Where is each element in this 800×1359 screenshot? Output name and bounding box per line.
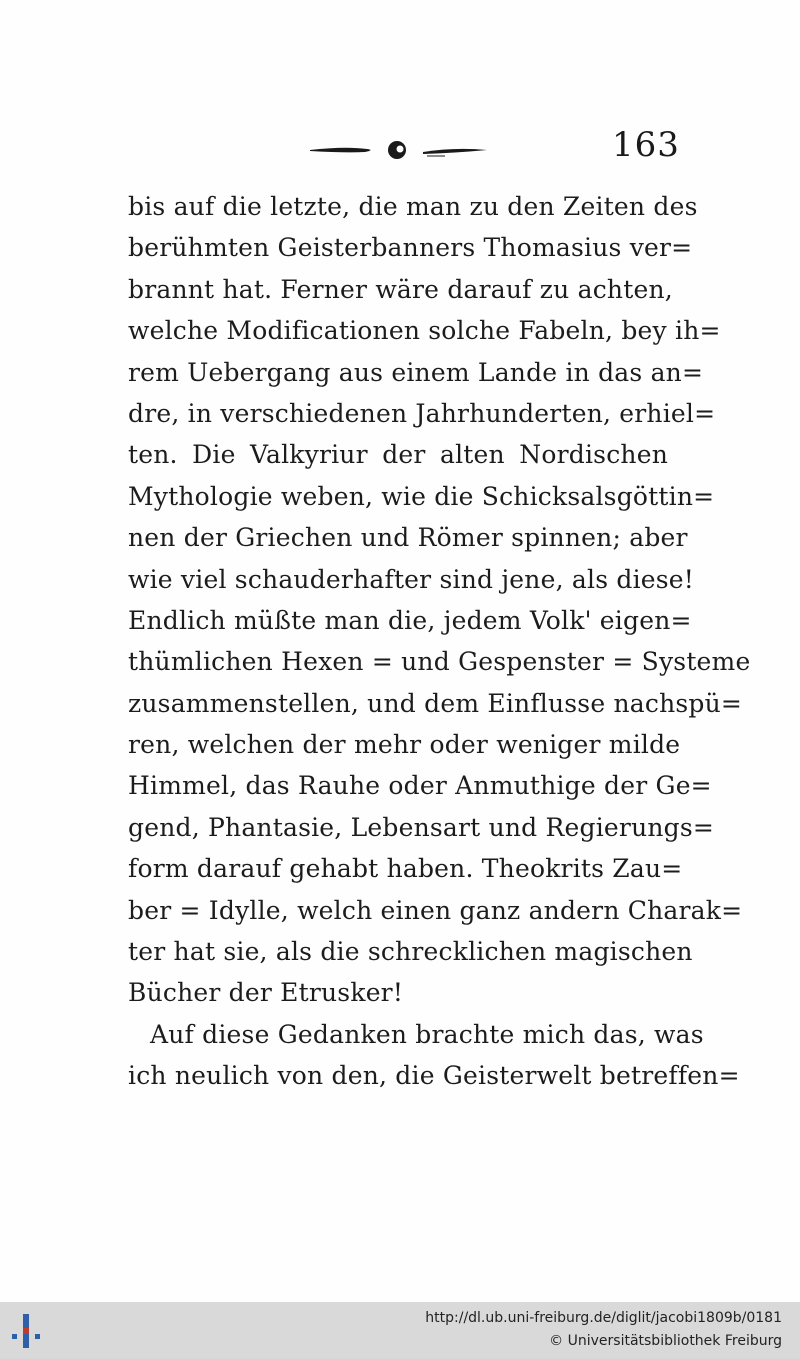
text-line: brannt hat. Ferner wäre darauf zu achten, xyxy=(128,274,673,304)
library-logo-icon xyxy=(10,1312,42,1350)
text-line: Himmel, das Rauhe oder Anmuthige der Ge= xyxy=(128,771,712,801)
text-line: form darauf gehabt haben. Theokrits Zau= xyxy=(128,854,683,884)
text-line: Endlich müßte man die, jedem Volk' eigen= xyxy=(128,605,692,635)
text-line: bis auf die letzte, die man zu den Zeiten des xyxy=(128,192,698,221)
permalink-url[interactable]: http://dl.ub.uni-freiburg.de/diglit/jacobi1809b/0181 xyxy=(425,1310,782,1326)
text-line: welche Modificationen solche Fabeln, bey ih= xyxy=(128,316,721,346)
text-line: Bücher der Etrusker! xyxy=(128,978,404,1008)
text-line: nen der Griechen und Römer spinnen; aber xyxy=(128,523,688,553)
text-line: dre, in verschiedenen Jahrhunderten, erhiel= xyxy=(128,398,716,428)
viewer-footer xyxy=(0,1302,800,1359)
text-line: thümlichen Hexen = und Gespenster = Systeme xyxy=(128,647,751,677)
body-text xyxy=(128,186,751,1097)
copyright-notice: © Universitätsbibliothek Freiburg xyxy=(549,1333,782,1349)
text-line: Mythologie weben, wie die Schicksalsgöttin= xyxy=(128,481,715,511)
text-line: gend, Phantasie, Lebensart und Regierungs= xyxy=(128,812,715,842)
text-line: zusammenstellen, und dem Einflusse nachspü= xyxy=(128,688,743,718)
text-line: berühmten Geisterbanners Thomasius ver= xyxy=(128,233,693,263)
ornament-divider-icon xyxy=(305,132,495,168)
text-line: ter hat sie, als die schrecklichen magischen xyxy=(128,937,693,967)
text-line: Auf diese Gedanken brachte mich das, was xyxy=(150,1019,704,1049)
text-line: rem Uebergang aus einem Lande in das an= xyxy=(128,357,704,387)
text-line: ten. Die Valkyriur der alten Nordischen xyxy=(128,440,668,470)
text-line: ich neulich von den, die Geisterwelt betreffen= xyxy=(128,1061,740,1091)
page-number: 163 xyxy=(612,125,680,165)
text-line: ber = Idylle, welch einen ganz andern Charak= xyxy=(128,895,743,925)
text-line: ren, welchen der mehr oder weniger milde xyxy=(128,730,681,760)
text-line: wie viel schauderhafter sind jene, als diese! xyxy=(128,564,695,594)
